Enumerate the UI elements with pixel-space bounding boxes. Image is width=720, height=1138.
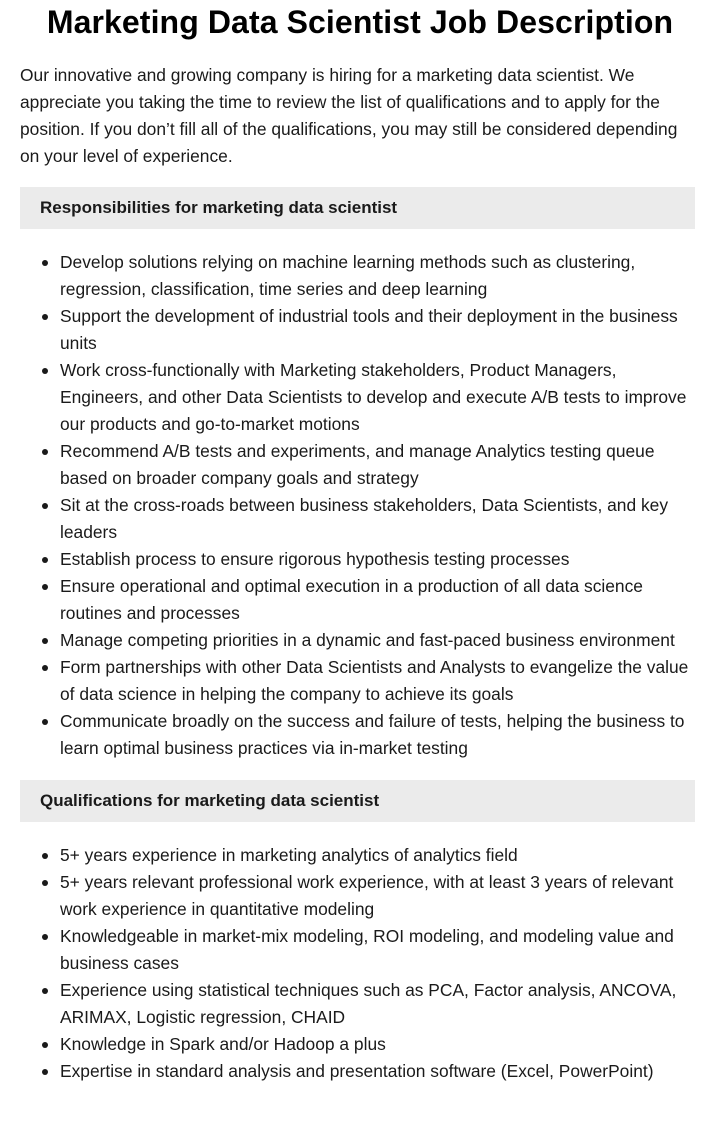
list-item: 5+ years experience in marketing analytics of analytics field [20,842,695,869]
list-item: Support the development of industrial tools and their deployment in the business units [20,303,695,357]
bullet-icon [42,503,48,509]
list-item: Expertise in standard analysis and presentation software (Excel, PowerPoint) [20,1058,695,1085]
list-item: Experience using statistical techniques such as PCA, Factor analysis, ANCOVA, ARIMAX, Logistic regression, CHAID [20,977,695,1031]
list-item: 5+ years relevant professional work experience, with at least 3 years of relevant work experience in quantitative modeling [20,869,695,923]
list-item: Recommend A/B tests and experiments, and manage Analytics testing queue based on broader company goals and strategy [20,438,695,492]
qualifications-heading [20,780,695,822]
list-item: Work cross-functionally with Marketing stakeholders, Product Managers, Engineers, and other Data Scientists to develop and execute A/B tests to improve our products and go-to-market motions [20,357,695,438]
bullet-icon [42,719,48,725]
bullet-icon [42,368,48,374]
bullet-icon [42,853,48,859]
responsibilities-list [20,249,695,762]
bullet-icon [42,1069,48,1075]
bullet-icon [42,665,48,671]
bullet-icon [42,1042,48,1048]
bullet-icon [42,934,48,940]
bullet-icon [42,988,48,994]
responsibilities-heading-text: Responsibilities for marketing data scientist [40,198,398,217]
bullet-icon [42,584,48,590]
list-item: Form partnerships with other Data Scientists and Analysts to evangelize the value of data science in helping the company to achieve its goals [20,654,695,708]
qualifications-heading-text: Qualifications for marketing data scientist [40,791,380,810]
list-item: Communicate broadly on the success and failure of tests, helping the business to learn optimal business practices via in-market testing [20,708,695,762]
responsibilities-heading [20,187,695,229]
bullet-icon [42,314,48,320]
list-item: Knowledgeable in market-mix modeling, ROI modeling, and modeling value and business cases [20,923,695,977]
list-item: Ensure operational and optimal execution in a production of all data science routines and processes [20,573,695,627]
qualifications-list [20,842,695,1085]
list-item: Knowledge in Spark and/or Hadoop a plus [20,1031,695,1058]
bullet-icon [42,638,48,644]
list-item: Manage competing priorities in a dynamic and fast-paced business environment [20,627,695,654]
list-item: Sit at the cross-roads between business stakeholders, Data Scientists, and key leaders [20,492,695,546]
page-title: Marketing Data Scientist Job Description [46,4,674,40]
bullet-icon [42,880,48,886]
bullet-icon [42,557,48,563]
intro-paragraph: Our innovative and growing company is hiring for a marketing data scientist. We appreciate you taking the time to review the list of qualifications and to apply for the position. If you don’t fill all of the qualifications, you may still be considered depending on your level of experience. [20,65,678,166]
list-item: Develop solutions relying on machine learning methods such as clustering, regression, classification, time series and deep learning [20,249,695,303]
list-item: Establish process to ensure rigorous hypothesis testing processes [20,546,695,573]
bullet-icon [42,449,48,455]
bullet-icon [42,260,48,266]
